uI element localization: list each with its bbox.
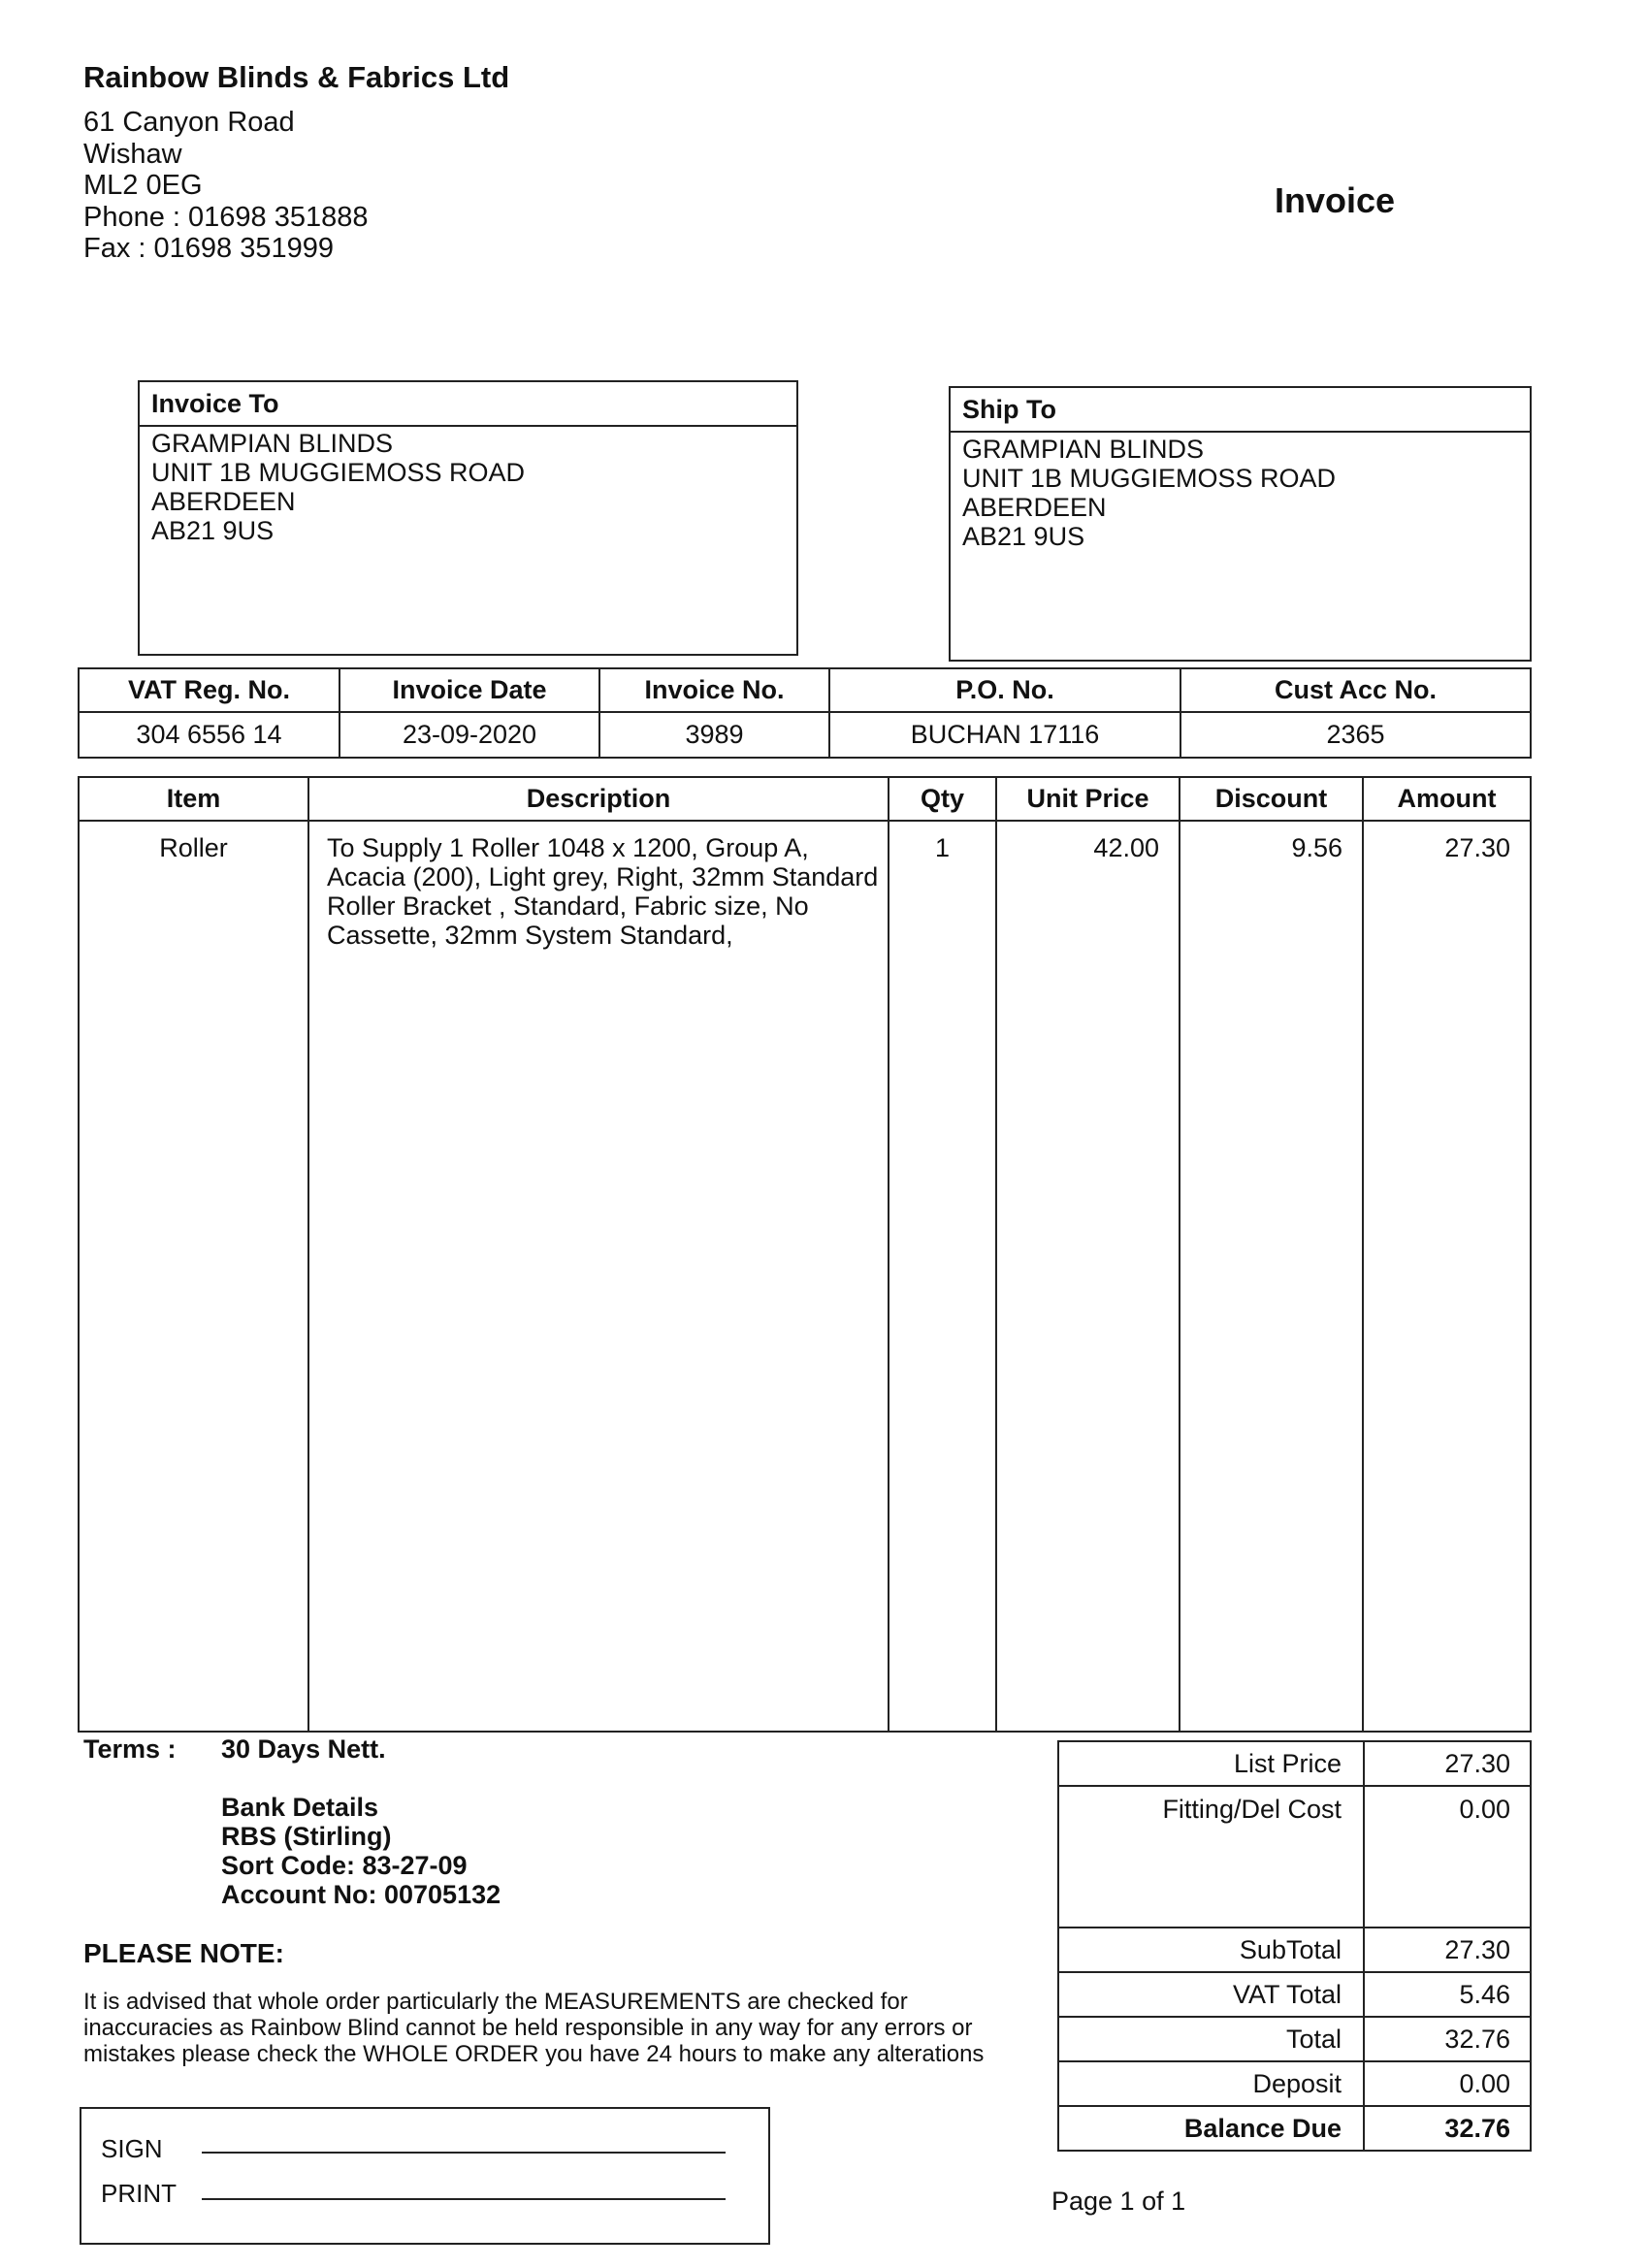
note-line: mistakes please check the WHOLE ORDER you have 24 hours to make any alterations [83, 2041, 985, 2067]
bank-line: Account No: 00705132 [221, 1880, 501, 1909]
line-items-table [78, 776, 1532, 1733]
bank-line: RBS (Stirling) [221, 1822, 392, 1851]
total-label: Total [1058, 2017, 1364, 2061]
ship-to-address [951, 433, 1530, 553]
unit-price-header: Unit Price [996, 777, 1180, 821]
items-header-row [79, 777, 1531, 821]
invoice-no-value: 3989 [599, 712, 829, 758]
invoice-info-table [78, 667, 1532, 759]
print-label: PRINT [101, 2179, 177, 2208]
address-line: AB21 9US [962, 522, 1085, 551]
amount-header: Amount [1363, 777, 1531, 821]
totals-row [1058, 2106, 1531, 2151]
address-line: ML2 0EG [83, 170, 203, 201]
discount-header: Discount [1180, 777, 1363, 821]
invoice-to-box [138, 380, 798, 656]
company-name: Rainbow Blinds & Fabrics Ltd [83, 60, 510, 94]
totals-row [1058, 1972, 1531, 2017]
vat-reg-value: 304 6556 14 [79, 712, 340, 758]
address-line: 61 Canyon Road [83, 107, 295, 138]
bank-line: Sort Code: 83-27-09 [221, 1851, 468, 1880]
address-line: Wishaw [83, 138, 182, 170]
totals-row [1058, 1928, 1531, 1972]
vat-total-label: VAT Total [1058, 1972, 1364, 2017]
info-header-row [79, 668, 1531, 712]
vat-reg-header: VAT Reg. No. [79, 668, 340, 712]
note-line: It is advised that whole order particularly the MEASUREMENTS are checked for [83, 1989, 908, 2015]
address-line: UNIT 1B MUGGIEMOSS ROAD [151, 458, 526, 487]
description-header: Description [308, 777, 889, 821]
total-value: 32.76 [1364, 2017, 1531, 2061]
address-line: UNIT 1B MUGGIEMOSS ROAD [962, 464, 1337, 493]
unit-price-cell: 42.00 [996, 821, 1180, 1732]
document-title: Invoice [1275, 180, 1396, 220]
fitting-label: Fitting/Del Cost [1058, 1786, 1364, 1928]
invoice-to-heading: Invoice To [140, 382, 796, 427]
invoice-date-header: Invoice Date [340, 668, 599, 712]
balance-due-label: Balance Due [1058, 2106, 1364, 2151]
totals-row [1058, 1786, 1531, 1928]
address-line: ABERDEEN [962, 493, 1107, 522]
bank-line: Bank Details [221, 1793, 379, 1822]
sign-line[interactable] [202, 2152, 726, 2154]
description-line: Roller Bracket , Standard, Fabric size, No [327, 891, 809, 921]
note-heading: PLEASE NOTE: [83, 1938, 284, 1968]
qty-header: Qty [889, 777, 996, 821]
balance-due-value: 32.76 [1364, 2106, 1531, 2151]
subtotal-label: SubTotal [1058, 1928, 1364, 1972]
item-cell: Roller [79, 821, 308, 1732]
info-value-row [79, 712, 1531, 758]
qty-cell: 1 [889, 821, 996, 1732]
phone-line: Phone : 01698 351888 [83, 201, 369, 233]
totals-row [1058, 1741, 1531, 1786]
address-line: AB21 9US [151, 516, 275, 545]
note-text [83, 1989, 1015, 2067]
totals-table [1057, 1740, 1532, 2152]
address-line: ABERDEEN [151, 487, 296, 516]
invoice-no-header: Invoice No. [599, 668, 829, 712]
description-line: Cassette, 32mm System Standard, [327, 921, 733, 950]
terms-label: Terms : [83, 1734, 177, 1764]
list-price-value: 27.30 [1364, 1741, 1531, 1786]
terms-value: 30 Days Nett. [221, 1734, 386, 1764]
invoice-date-value: 23-09-2020 [340, 712, 599, 758]
list-price-label: List Price [1058, 1741, 1364, 1786]
deposit-label: Deposit [1058, 2061, 1364, 2106]
po-no-header: P.O. No. [829, 668, 1180, 712]
totals-row [1058, 2061, 1531, 2106]
note-line: inaccuracies as Rainbow Blind cannot be held responsible in any way for any errors or [83, 2015, 973, 2041]
description-cell [308, 821, 889, 1732]
fax-line: Fax : 01698 351999 [83, 233, 334, 264]
page-number: Page 1 of 1 [1051, 2187, 1186, 2216]
description-line: To Supply 1 Roller 1048 x 1200, Group A, [327, 833, 809, 862]
ship-to-heading: Ship To [951, 388, 1530, 433]
po-no-value: BUCHAN 17116 [829, 712, 1180, 758]
address-line: GRAMPIAN BLINDS [151, 429, 394, 458]
sign-label: SIGN [101, 2134, 163, 2163]
invoice-to-address [140, 427, 796, 547]
company-address [83, 107, 369, 265]
cust-acc-value: 2365 [1180, 712, 1531, 758]
ship-to-box [949, 386, 1532, 662]
totals-row [1058, 2017, 1531, 2061]
address-line: GRAMPIAN BLINDS [962, 435, 1205, 464]
deposit-value: 0.00 [1364, 2061, 1531, 2106]
table-row [79, 821, 1531, 1732]
amount-cell: 27.30 [1363, 821, 1531, 1732]
subtotal-value: 27.30 [1364, 1928, 1531, 1972]
item-header: Item [79, 777, 308, 821]
signature-box [80, 2107, 770, 2245]
print-line[interactable] [202, 2198, 726, 2200]
vat-total-value: 5.46 [1364, 1972, 1531, 2017]
discount-cell: 9.56 [1180, 821, 1363, 1732]
description-line: Acacia (200), Light grey, Right, 32mm Standard [327, 862, 879, 891]
bank-details [221, 1793, 501, 1909]
cust-acc-header: Cust Acc No. [1180, 668, 1531, 712]
fitting-value: 0.00 [1364, 1786, 1531, 1928]
